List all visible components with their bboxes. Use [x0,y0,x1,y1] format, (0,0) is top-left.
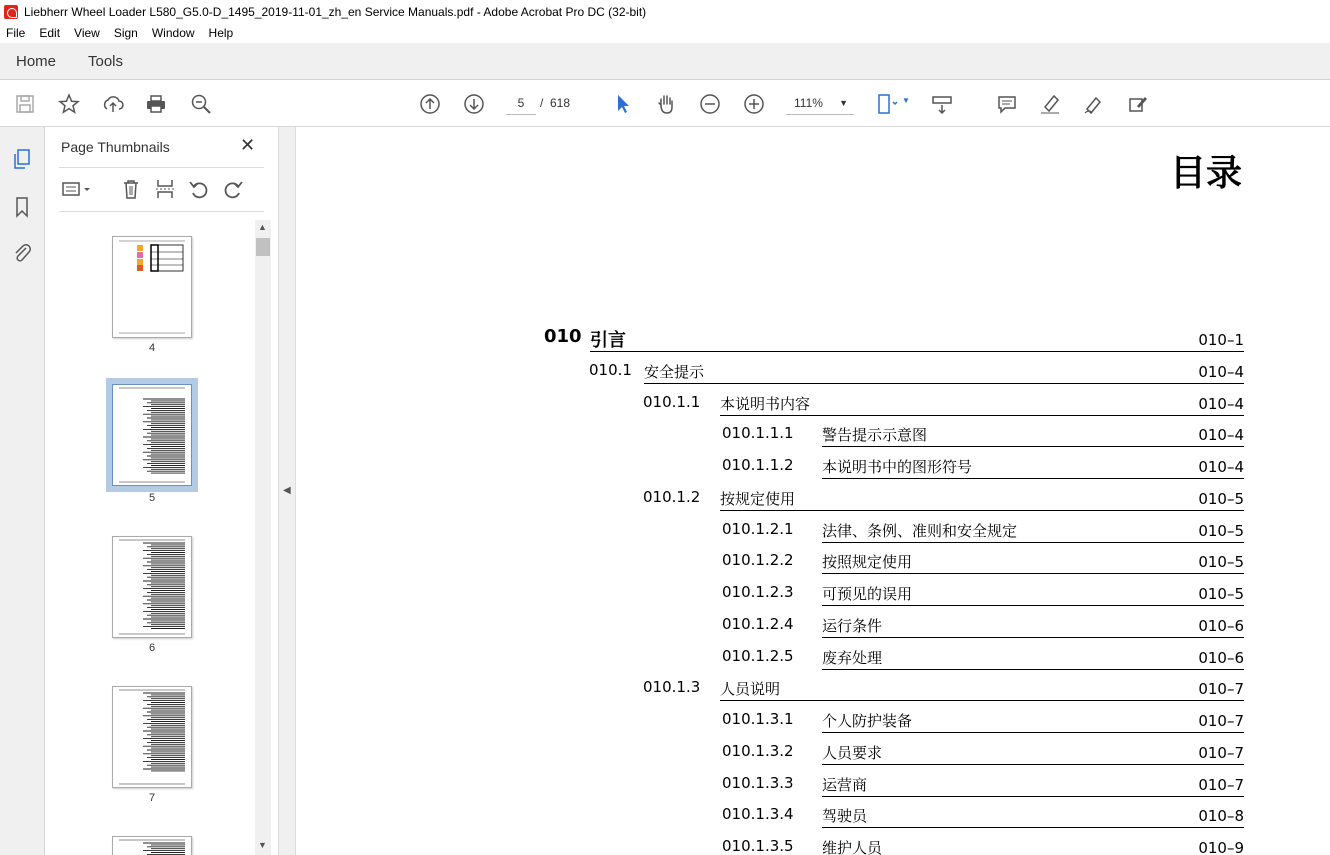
toc-page-number: 010–9 [1198,839,1244,855]
toc-row[interactable] [296,551,1330,575]
toc-row[interactable] [296,361,1330,385]
panel-title: Page Thumbnails [61,139,170,155]
menu-edit[interactable]: Edit [39,26,61,40]
toc-row[interactable] [296,615,1330,639]
toc-row[interactable] [296,837,1330,855]
toc-rule [822,542,1244,543]
toc-heading: 警告提示示意图 [822,426,928,445]
toc-rule [822,605,1244,606]
title-bar [0,0,1330,23]
toc-page-number: 010–1 [1198,331,1244,349]
toc-page-number: 010–7 [1198,712,1244,730]
document-title: 目录 [1170,153,1243,194]
toc-row[interactable] [296,678,1330,702]
toc-heading: 本说明书内容 [720,394,811,413]
scroll-up-icon[interactable]: ▲ [258,222,267,232]
toc-heading: 运行条件 [822,616,883,635]
select-arrow-icon[interactable] [609,91,635,117]
toc-row[interactable] [296,326,1330,353]
print-icon[interactable] [143,91,169,117]
toc-number: 010 [544,326,582,347]
chevron-down-icon[interactable]: ▼ [902,96,910,105]
toc-page-number: 010–8 [1198,807,1244,826]
attachment-icon[interactable] [10,241,34,265]
menu-help[interactable]: Help [208,26,234,40]
close-icon[interactable]: ✕ [240,135,256,155]
toc-heading: 可预见的误用 [822,585,913,603]
toc-row[interactable] [296,488,1330,512]
toc-page-number: 010–4 [1198,394,1244,413]
rotate-right-icon[interactable] [221,177,245,201]
zoom-select[interactable] [786,91,854,115]
toc-page-number: 010–7 [1198,743,1244,762]
rotate-left-icon[interactable] [187,177,211,201]
page-thumbnail[interactable] [112,536,192,638]
page-thumbnail[interactable] [112,236,192,338]
menu-view[interactable]: View [74,26,100,40]
page-down-icon[interactable] [461,91,487,117]
sign-icon[interactable] [1081,91,1107,117]
thumbnail-label: 6 [148,642,156,654]
page-thumbnail[interactable] [112,836,192,855]
panel-splitter[interactable] [278,127,296,855]
toc-number: 010.1 [589,360,632,379]
toc-row[interactable] [296,647,1330,671]
thumbnail-label: 4 [148,342,156,354]
thumbnail-list [45,224,255,855]
toc-rule [644,383,1244,384]
menu-window[interactable]: Window [151,26,195,40]
toc-number: 010.1.3.1 [722,710,794,728]
toc-row[interactable] [296,424,1330,448]
toc-number: 010.1.2.2 [722,551,794,570]
toc-number: 010.1.1.2 [722,456,794,474]
scroll-mode-icon[interactable] [929,91,955,117]
page-separator: / [540,96,544,110]
divider [59,211,264,212]
toc-row[interactable] [296,710,1330,734]
fit-page-icon[interactable] [874,91,900,117]
toc-heading: 引言 [590,330,626,351]
highlight-icon[interactable] [1037,91,1063,117]
toc-row[interactable] [296,520,1330,544]
comment-icon[interactable] [994,91,1020,117]
chevron-down-icon: ▼ [839,98,848,108]
page-number-input[interactable]: 5 [506,91,536,115]
tab-bar [0,43,1330,80]
menu-sign[interactable]: Sign [113,26,138,40]
bookmark-icon[interactable] [10,195,34,219]
toc-number: 010.1.3.5 [722,837,794,855]
thumbnail-label: 7 [148,792,156,804]
toc-heading: 本说明书中的图形符号 [822,458,973,476]
hand-icon[interactable] [653,91,679,117]
toc-number: 010.1.3.4 [722,805,794,824]
total-pages: 618 [550,96,571,110]
toc-heading: 运营商 [822,775,868,794]
toc-page-number: 010–4 [1198,362,1244,381]
toc-row[interactable] [296,393,1330,417]
toc-number: 010.1.1 [643,392,701,411]
toc-row[interactable] [296,774,1330,798]
toc-rule [822,637,1244,638]
toc-heading: 按规定使用 [720,489,796,508]
toc-rule [822,478,1244,479]
toc-rule [822,732,1244,733]
zoom-out-icon[interactable] [697,91,723,117]
search-zoom-icon[interactable] [188,91,214,117]
zoom-value: 111% [794,96,823,110]
toc-rule [720,700,1244,701]
toc-heading: 驾驶员 [822,807,868,826]
toc-row[interactable] [296,583,1330,607]
thumbnails-panel [45,127,278,855]
collapse-panel-icon[interactable]: ◀ [283,485,291,496]
toc-page-number: 010–7 [1198,775,1244,794]
toc-rule [822,827,1244,828]
toc-heading: 人员说明 [720,680,781,699]
toc-heading: 法律、条例、准则和安全规定 [822,521,1018,540]
scrollbar-thumb[interactable] [256,238,270,256]
menu-bar [0,23,1330,43]
acrobat-app-icon [4,5,18,19]
toc-heading: 维护人员 [822,839,883,855]
zoom-in-icon[interactable] [741,91,767,117]
toc-rule [590,351,1244,352]
window-title: Liebherr Wheel Loader L580_G5.0-D_1495_2019-11-01_zh_en Service Manuals.pdf - Adobe Acrobat Pro DC (32-bit) [24,4,647,19]
toc-heading: 个人防护装备 [822,712,913,730]
tab-tools[interactable]: Tools [88,53,124,70]
toc-rule [822,573,1244,574]
main-toolbar [0,80,1330,127]
thumbnail-scrollbar[interactable] [255,220,271,855]
toc-number: 010.1.2.5 [722,646,794,665]
toc-page-number: 010–5 [1198,521,1244,540]
toc-number: 010.1.3.2 [722,741,794,760]
toc-page-number: 010–6 [1198,648,1244,667]
toc-page-number: 010–7 [1198,680,1244,699]
toc-rule [822,796,1244,797]
toc-heading: 废弃处理 [822,648,883,667]
page-thumbnail[interactable] [112,686,192,788]
redact-icon[interactable] [1125,91,1151,117]
toc-rule [822,446,1244,447]
page-up-icon[interactable] [417,91,443,117]
thumbnail-label: 5 [148,492,156,504]
scroll-down-icon[interactable]: ▼ [258,840,267,850]
toc-rule [822,764,1244,765]
toc-rule [822,669,1244,670]
upload-icon[interactable] [100,91,126,117]
toc-page-number: 010–4 [1198,458,1244,476]
page-thumbnails-icon[interactable] [10,147,34,171]
page-thumbnail-selected[interactable] [112,384,192,486]
save-icon[interactable] [12,91,38,117]
document-view [296,127,1330,855]
toc-number: 010.1.2.3 [722,583,794,601]
toc-number: 010.1.2.4 [722,614,794,633]
toc-row[interactable] [296,805,1330,829]
toc-number: 010.1.2 [643,487,701,506]
tab-home[interactable]: Home [16,53,57,70]
toc-row[interactable] [296,742,1330,766]
toc-heading: 按照规定使用 [822,553,913,572]
toc-heading: 安全提示 [644,362,705,381]
toc-number: 010.1.2.1 [722,519,794,538]
toc-page-number: 010–5 [1198,553,1244,572]
toc-rule [720,415,1244,416]
toc-page-number: 010–6 [1198,616,1244,635]
left-rail [0,127,45,855]
menu-file[interactable]: File [6,26,26,40]
delete-icon[interactable] [119,177,143,201]
toc-number: 010.1.3.3 [722,773,794,792]
divider [59,167,264,168]
extract-pages-icon[interactable] [153,177,177,201]
toc-rule [720,510,1244,511]
toc-page-number: 010–4 [1198,426,1244,445]
toc-heading: 人员要求 [822,743,883,762]
toc-page-number: 010–5 [1198,585,1244,603]
toc-number: 010.1.1.1 [722,424,794,443]
toc-row[interactable] [296,456,1330,480]
toc-number: 010.1.3 [643,678,701,697]
thumbnail-options-icon[interactable] [59,177,95,201]
star-icon[interactable] [56,91,82,117]
toc-page-number: 010–5 [1198,489,1244,508]
